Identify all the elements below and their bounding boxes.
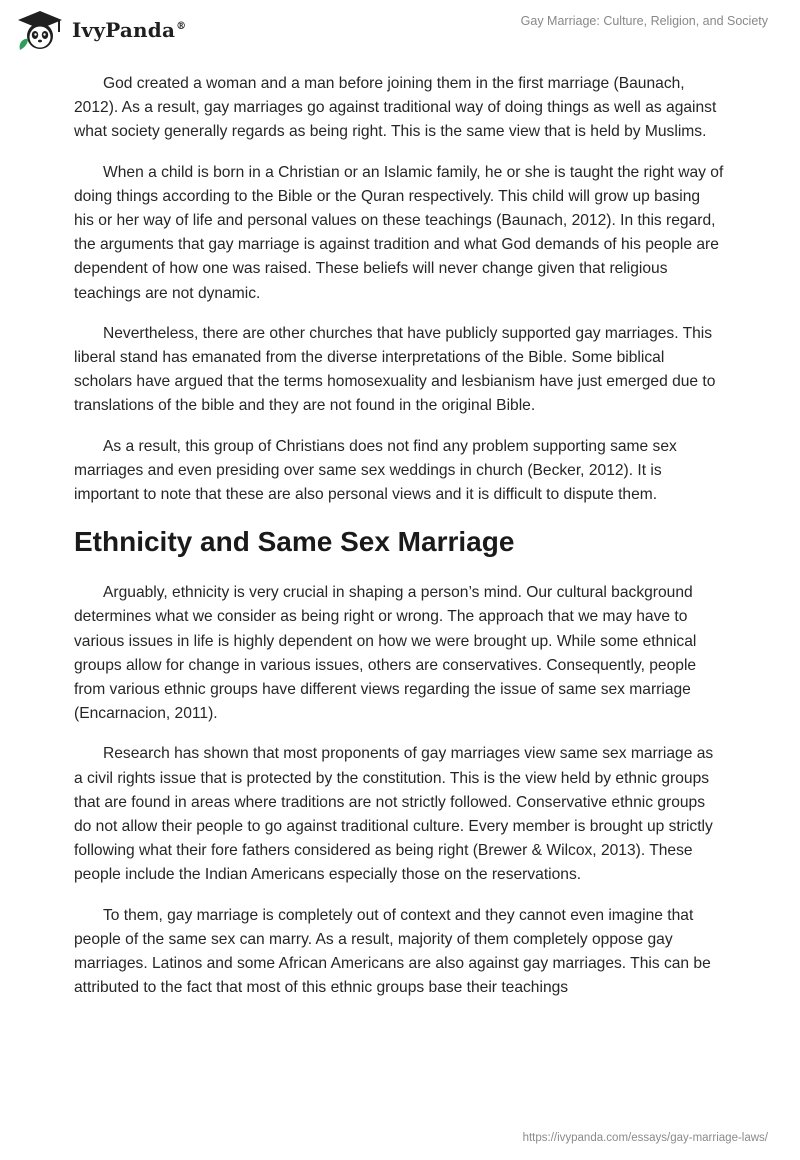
paragraph: When a child is born in a Christian or an Islamic family, he or she is taught the right way of doing things according to the Bible or the Quran respectively. This child will grow up basing his or her way of life and personal values on these teachings (Baunach, 2012). In this regard, the arguments that gay marriage is against tradition and what God demands of his people are dependent of how one was raised. These beliefs will never change given that religious teachings are not dynamic. [74,163,724,302]
paragraph: God created a woman and a man before joining them in the first marriage (Baunach, 2012). As a result, gay marriages go against traditional way of doing things as well as against what society generally regards as being right. This is the same view that is held by Muslims. [74,75,717,141]
paragraph: Nevertheless, there are other churches that have publicly supported gay marriages. This liberal stand has emanated from the diverse interpretations of the Bible. Some biblical scholars have argued that the terms homosexuality and lesbianism have just emerged due to translations of the bible and they are not found in the original Bible. [74,324,716,415]
essay-content [74,72,724,1017]
panda-logo-icon [14,8,66,52]
document-title: Gay Marriage: Culture, Religion, and Society [520,14,768,28]
paragraph: As a result, this group of Christians does not find any problem supporting same sex marriages and even presiding over same sex weddings in church (Becker, 2012). It is important to note that these are also personal views and it is difficult to dispute them. [74,437,677,504]
paragraph: To them, gay marriage is completely out of context and they cannot even imagine that people of the same sex can marry. As a result, majority of them completely oppose gay marriages. Latinos and some African Americans are also against gay marriages. This can be attributed to the fact that most of this ethnic groups base their teachings [74,906,711,997]
paragraph: Research has shown that most proponents of gay marriages view same sex marriage as a civil rights issue that is protected by the constitution. This is the view held by ethnic groups that are found in areas where traditions are not strictly followed. Conservative ethnic groups do not allow their people to go against traditional culture. Every member is brought up strictly following what their fore fathers considered as being right (Brewer & Wilcox, 2013). These people include the Indian Americans especially those on the reservations. [74,745,714,884]
page-header [0,0,800,62]
footer-source-link[interactable]: https://ivypanda.com/essays/gay-marriage-laws/ [522,1132,768,1144]
ivypanda-logo[interactable] [14,8,186,52]
section-heading: Ethnicity and Same Sex Marriage [74,526,515,558]
paragraph: Arguably, ethnicity is very crucial in shaping a person’s mind. Our cultural background determines what we consider as being right or wrong. The approach that we may have to various issues in life is highly dependent on how we were brought up. While some ethnical groups allow for change in various issues, others are conservatives. Consequently, people from various ethnic groups have different views regarding the issue of same sex marriage (Encarnacion, 2011). [74,584,697,723]
logo-text: IvyPanda® [72,18,187,42]
